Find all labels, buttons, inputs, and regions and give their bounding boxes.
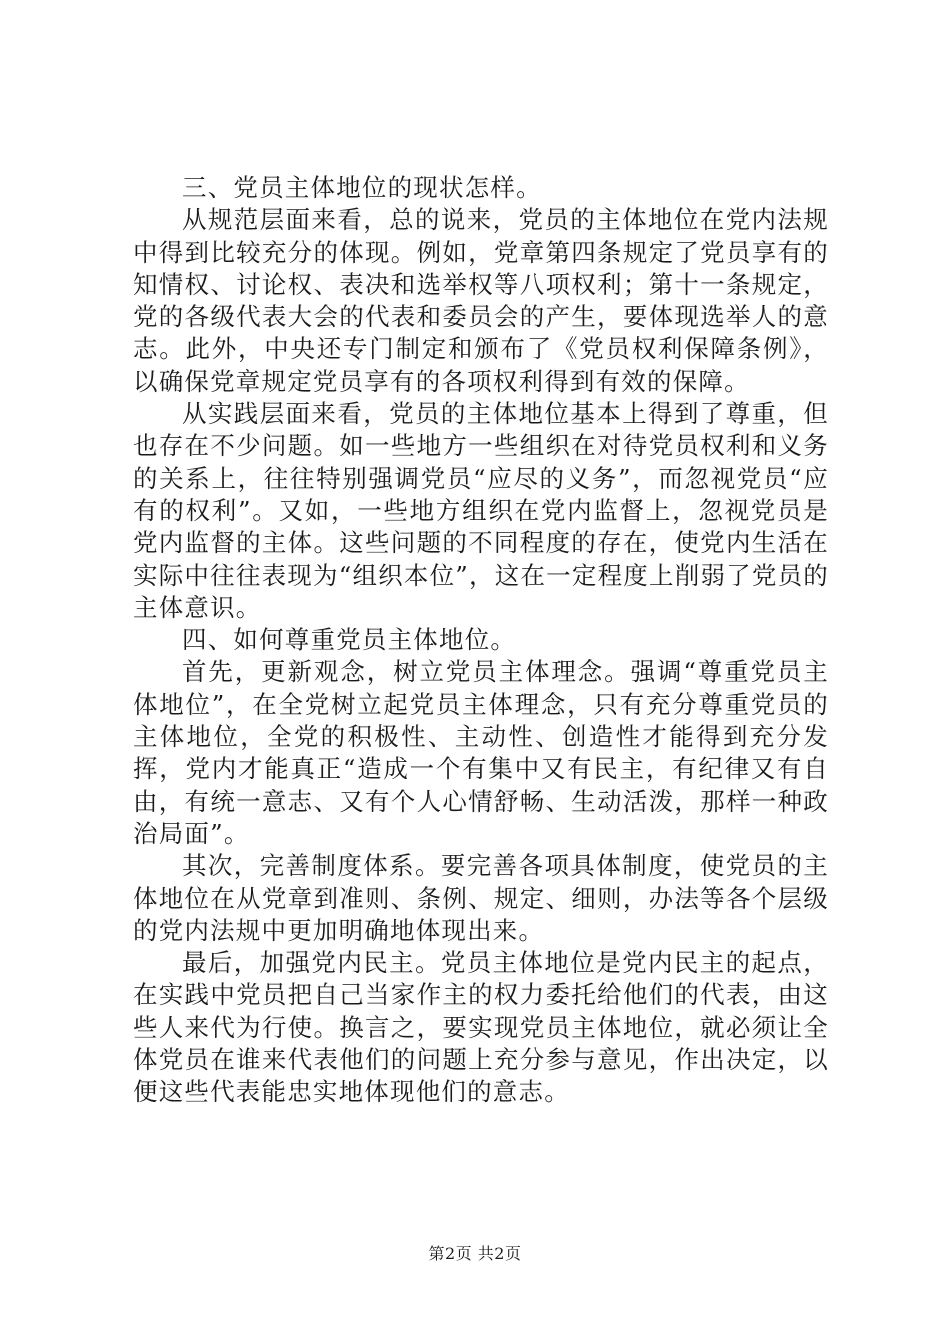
paragraph: 从规范层面来看，总的说来，党员的主体地位在党内法规中得到比较充分的体现。例如，党章第四条规定了党员享有的知情权、讨论权、表决和选举权等八项权利；第十一条规定，党的各级代表大会的代表和委员会的产生，要体现选举人的意志。此外，中央还专门制定和颁布了《党员权利保障条例》，以确保党章规定党员享有的各项权利得到有效的保障。 (133, 205, 829, 396)
page-number: 第2页 共2页 (428, 1244, 522, 1263)
paragraph: 其次，完善制度体系。要完善各项具体制度，使党员的主体地位在从党章到准则、条例、规定、细则，办法等各个层级的党内法规中更加明确地体现出来。 (133, 851, 829, 945)
section-heading: 三、党员主体地位的现状怎样。 (182, 173, 542, 202)
page-footer (0, 1244, 950, 1264)
paragraph: 最后，加强党内民主。党员主体地位是党内民主的起点，在实践中党员把自己当家作主的权力委托给他们的代表，由这些人来代为行使。换言之，要实现党员主体地位，就必须让全体党员在谁来代表他们的问题上充分参与意见，作出决定，以便这些代表能忠实地体现他们的意志。 (133, 948, 829, 1107)
document-body (133, 172, 829, 1109)
paragraph: 从实践层面来看，党员的主体地位基本上得到了尊重，但也存在不少问题。如一些地方一些组织在对待党员权利和义务的关系上，往往特别强调党员“应尽的义务”，而忽视党员“应有的权利”。又如，一些地方组织在党内监督上，忽视党员是党内监督的主体。这些问题的不同程度的存在，使党内生活在实际中往往表现为“组织本位”，这在一定程度上削弱了党员的主体意识。 (133, 399, 829, 622)
paragraph: 首先，更新观念，树立党员主体理念。强调“尊重党员主体地位”，在全党树立起党员主体理念，只有充分尊重党员的主体地位，全党的积极性、主动性、创造性才能得到充分发挥，党内才能真正“造成一个有集中又有民主，有纪律又有自由，有统一意志、又有个人心情舒畅、生动活泼，那样一种政治局面”。 (133, 657, 829, 848)
section-heading: 四、如何尊重党员主体地位。 (182, 625, 517, 655)
